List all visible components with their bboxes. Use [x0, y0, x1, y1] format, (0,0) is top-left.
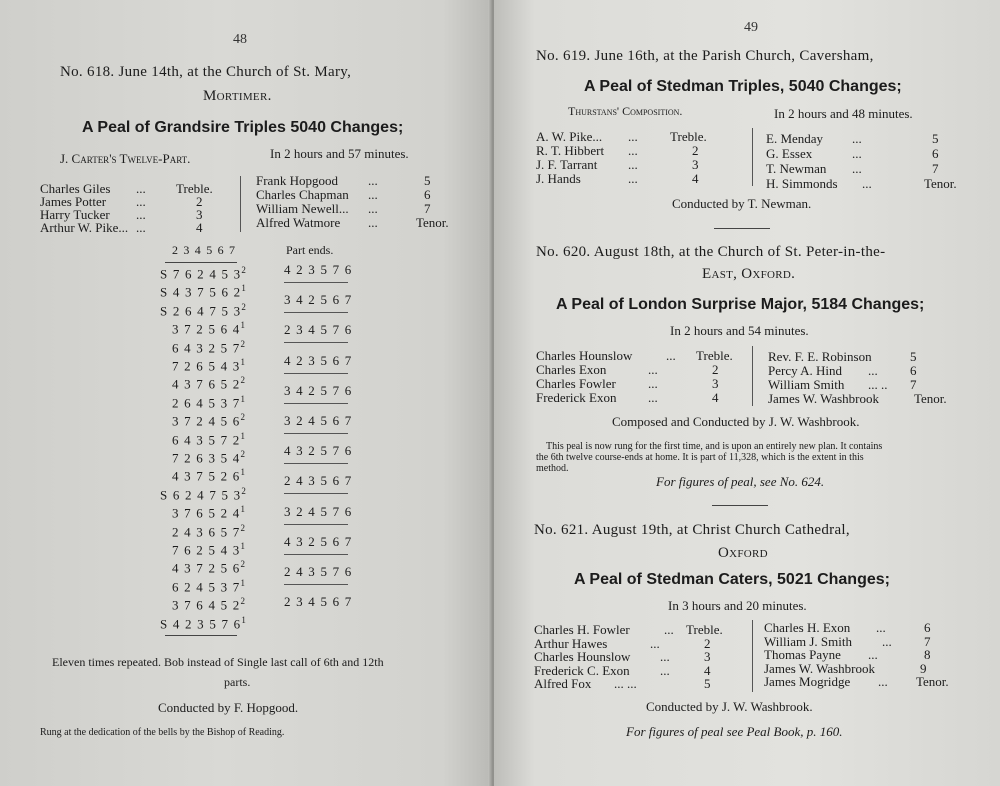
- ringers-left-list: [536, 349, 733, 405]
- part-end: 2 3 4 5 6 7: [284, 594, 353, 610]
- part-end-rule: [284, 312, 348, 313]
- method-row: [160, 486, 247, 503]
- ringer-bell: 2: [692, 143, 699, 158]
- method-row-text: S 2 6 4 7 5 3: [160, 303, 242, 319]
- ringer-bell: 4: [196, 220, 203, 235]
- method-row: [172, 320, 246, 337]
- ringer-name: Frederick Exon: [536, 390, 617, 405]
- part-end-rule: [284, 342, 348, 343]
- ringer-dots: ...: [868, 647, 878, 662]
- ringer-name: Alfred Fox: [534, 676, 592, 691]
- ringer-dots: ...: [368, 215, 378, 230]
- ringers-right-list: [766, 132, 957, 192]
- ringer-name: William J. Smith: [764, 633, 852, 649]
- ringer-name: Frederick C. Exon: [534, 662, 630, 678]
- peal-heading: No. 621. August 19th, at Christ Church Cathedral,: [534, 522, 850, 538]
- ringer-dots: ...: [136, 220, 146, 235]
- peal-heading: No. 620. August 18th, at the Church of St. Peter-in-the-: [536, 244, 886, 260]
- ringer-dots: ...: [862, 176, 872, 191]
- ringer-dots: ...: [852, 161, 862, 176]
- method-row-text: 7 2 6 3 5 4: [172, 450, 241, 466]
- ringer-dots: ...: [868, 363, 878, 378]
- ringer-dots: ...: [136, 194, 146, 209]
- method-row-call: 1: [240, 430, 247, 441]
- method-row: [172, 467, 246, 484]
- peal-title: A Peal of London Surprise Major, 5184 Changes;: [556, 296, 925, 313]
- ringer-name: Charles H. Exon: [764, 620, 851, 635]
- column-divider: [752, 620, 753, 692]
- ringer-bell: 4: [692, 171, 699, 186]
- method-row-text: 2 4 3 6 5 7: [172, 523, 241, 539]
- method-row: [172, 559, 246, 576]
- page-number: 49: [744, 20, 758, 35]
- peal-heading: No. 618. June 14th, at the Church of St. Mary,: [60, 64, 352, 80]
- ringer-bell: 4: [712, 390, 719, 405]
- method-row-text: 7 6 2 5 4 3: [172, 542, 241, 558]
- ringer-bell: 2: [196, 194, 203, 209]
- method-row-call: 1: [241, 283, 248, 294]
- ringer-bell: 6: [910, 363, 917, 378]
- part-end-rule: [284, 584, 348, 585]
- ringer-dots: ...: [648, 376, 658, 391]
- method-row-text: 7 2 6 5 4 3: [172, 358, 241, 374]
- ringer-dots: ...: [628, 143, 638, 158]
- ringer-name: Arthur Hawes: [534, 635, 608, 651]
- part-end-rule: [284, 493, 348, 494]
- duration: In 3 hours and 20 minutes.: [668, 598, 807, 613]
- method-row-text: 4 3 7 5 2 6: [172, 468, 241, 484]
- part-end: 2 4 3 5 6 7: [284, 473, 353, 489]
- method-row: [160, 302, 247, 319]
- ringer-dots: ...: [650, 635, 660, 651]
- method-row-call: 1: [240, 320, 247, 331]
- ringer-bell: 2: [704, 635, 711, 651]
- ringer-dots: ...: [664, 622, 674, 637]
- method-row-text: S 4 2 3 5 7 6: [160, 615, 242, 631]
- peal-note: This peal is now rung for the first time, and is upon an entirely new plan. It contains: [546, 441, 883, 452]
- method-row: [172, 431, 246, 448]
- ringer-dots: ...: [878, 674, 888, 689]
- method-row-text: 3 7 2 5 6 4: [172, 321, 241, 337]
- part-end: 4 2 3 5 6 7: [284, 352, 353, 368]
- rows-header-rule: [165, 262, 237, 263]
- part-end-rule: [284, 524, 348, 525]
- ringer-dots: ...: [628, 129, 638, 144]
- ringer-name: Percy A. Hind: [768, 363, 843, 378]
- method-row: [172, 504, 246, 521]
- method-row-call: 2: [240, 559, 247, 570]
- ringer-bell: 2: [712, 362, 719, 377]
- ringer-bell: 3: [692, 157, 699, 172]
- column-divider: [752, 128, 753, 186]
- repeat-note-cont: parts.: [224, 675, 251, 689]
- ringers-left-list: [534, 623, 723, 691]
- ringer-bell: Tenor.: [916, 674, 949, 689]
- peal-note: method.: [536, 463, 569, 474]
- ringer-dots: ...: [648, 390, 658, 405]
- method-row-text: 6 4 3 5 7 2: [172, 431, 241, 447]
- part-end-rule: [284, 373, 348, 374]
- ringer-dots: ...: [628, 171, 638, 186]
- ringer-bell: 7: [424, 201, 431, 216]
- method-row-call: 1: [240, 504, 247, 515]
- method-row: [172, 394, 246, 411]
- ringer-name: Frank Hopgood: [256, 173, 338, 188]
- ringer-bell: 9: [920, 660, 927, 676]
- ringer-dots: ... ..: [868, 377, 888, 392]
- ringer-name: Charles Fowler: [536, 376, 616, 391]
- ringer-bell: 5: [932, 131, 939, 146]
- peal-heading: No. 619. June 16th, at the Parish Church, Caversham,: [536, 48, 874, 64]
- ringer-bell: Treble.: [176, 181, 213, 196]
- ringers-right-list: [256, 174, 449, 230]
- ringer-name: H. Simmonds: [766, 176, 838, 191]
- method-row-call: 1: [241, 614, 248, 625]
- method-row-call: 1: [240, 357, 247, 367]
- method-row: [172, 357, 246, 374]
- ringer-dots: ...: [368, 187, 378, 202]
- ringers-right-list: [764, 621, 949, 689]
- method-row: [160, 283, 247, 300]
- ringer-name: Charles Hounslow: [536, 348, 633, 363]
- method-row-call: 2: [240, 375, 247, 386]
- method-row-text: S 4 3 7 5 6 2: [160, 284, 242, 300]
- ringer-bell: 7: [924, 633, 931, 649]
- ringer-name: James Mogridge: [764, 674, 851, 689]
- method-row-text: 2 6 4 5 3 7: [172, 395, 241, 411]
- ringer-bell: 7: [932, 161, 939, 176]
- ringer-name: Rev. F. E. Robinson: [768, 349, 872, 364]
- method-row-call: 2: [240, 412, 247, 423]
- part-end: 4 2 3 5 7 6: [284, 262, 353, 277]
- ringer-bell: 5: [704, 676, 711, 691]
- ringer-dots: ...: [852, 131, 862, 146]
- part-end: 2 3 4 5 7 6: [284, 322, 353, 338]
- method-row-call: 2: [241, 301, 248, 312]
- part-end-rule: [284, 403, 348, 404]
- ringer-bell: 7: [910, 377, 917, 392]
- ringer-dots: ... ...: [614, 676, 637, 691]
- peal-title: A Peal of Stedman Triples, 5040 Changes;: [584, 78, 902, 95]
- ringer-dots: ...: [136, 181, 146, 196]
- ringer-name: J. F. Tarrant: [536, 157, 598, 172]
- rows-header: 2 3 4 5 6 7: [172, 243, 237, 257]
- method-row: [172, 541, 246, 558]
- ringer-dots: ...: [666, 348, 676, 363]
- method-row-call: 2: [241, 265, 248, 275]
- conducted-by: Conducted by F. Hopgood.: [158, 700, 299, 715]
- figures-reference: For figures of peal see Peal Book, p. 160.: [626, 724, 843, 739]
- method-row: [172, 412, 246, 429]
- ringer-bell: 6: [924, 620, 931, 635]
- composed-by: Composed and Conducted by J. W. Washbrook.: [612, 414, 860, 429]
- part-end: 4 3 2 5 6 7: [284, 533, 353, 549]
- method-row: [172, 449, 246, 466]
- ringer-name: Charles H. Fowler: [534, 622, 630, 637]
- ringer-name: Alfred Watmore: [256, 215, 341, 230]
- method-row-text: S 6 2 4 7 5 3: [160, 487, 242, 503]
- ringer-name: Charles Giles: [40, 181, 111, 196]
- method-row-call: 2: [240, 596, 247, 607]
- ringer-name: Thomas Payne: [764, 647, 841, 662]
- ringer-bell: Tenor.: [914, 391, 947, 406]
- ringer-name: William Smith: [768, 377, 845, 392]
- ringer-bell: Treble.: [670, 129, 707, 144]
- part-end-rule: [284, 433, 348, 434]
- ringer-name: Charles Exon: [536, 362, 607, 377]
- method-row-text: 3 7 6 4 5 2: [172, 597, 241, 613]
- method-row-call: 2: [240, 449, 247, 459]
- ringer-dots: ...: [852, 146, 862, 161]
- ringer-bell: 5: [910, 349, 917, 364]
- conducted-by: Conducted by J. W. Washbrook.: [646, 699, 813, 714]
- duration: In 2 hours and 48 minutes.: [774, 106, 913, 121]
- page-number: 48: [233, 32, 247, 47]
- part-end-rule: [284, 282, 348, 283]
- ringer-bell: 3: [704, 649, 711, 664]
- ringer-dots: ...: [648, 362, 658, 377]
- ringers-left-list: [40, 182, 213, 234]
- ringer-name: William Newell...: [256, 201, 349, 216]
- footnote: Rung at the dedication of the bells by the Bishop of Reading.: [40, 727, 285, 738]
- ringer-dots: ...: [876, 620, 886, 635]
- ringer-bell: 6: [424, 187, 431, 202]
- method-row-call: 2: [241, 485, 248, 496]
- ringer-name: James Potter: [40, 194, 107, 209]
- ringer-dots: ...: [368, 201, 378, 216]
- repeat-note: Eleven times repeated. Bob instead of Single last call of 6th and 12th: [52, 655, 384, 669]
- ringer-bell: Tenor.: [924, 176, 957, 191]
- section-rule: [712, 505, 768, 506]
- part-end: 4 3 2 5 7 6: [284, 443, 353, 459]
- ringer-dots: ...: [660, 649, 670, 664]
- method-row-text: 4 3 7 2 5 6: [172, 560, 241, 576]
- duration: In 2 hours and 54 minutes.: [670, 323, 809, 338]
- ringers-right-list: [768, 350, 947, 406]
- ringer-name: James W. Washbrook: [764, 660, 876, 676]
- ringer-bell: 8: [924, 647, 931, 662]
- rows-footer-rule: [165, 635, 237, 636]
- ringer-name: E. Menday: [766, 131, 824, 146]
- ringer-bell: Treble.: [696, 348, 733, 363]
- method-row: [172, 596, 246, 613]
- ringer-bell: 3: [196, 207, 203, 222]
- part-end: 3 2 4 5 7 6: [284, 503, 353, 519]
- ringer-name: A. W. Pike...: [536, 129, 603, 144]
- ringer-name: G. Essex: [766, 146, 813, 161]
- method-row: [160, 615, 247, 632]
- duration: In 2 hours and 57 minutes.: [270, 146, 409, 161]
- left-page: [0, 0, 492, 786]
- ringer-name: Charles Chapman: [256, 187, 349, 202]
- method-row-text: 6 2 4 5 3 7: [172, 579, 241, 595]
- method-row-call: 1: [240, 393, 247, 404]
- figures-reference: For figures of peal, see No. 624.: [656, 474, 825, 489]
- ringer-name: Harry Tucker: [40, 207, 110, 222]
- ringer-dots: ...: [368, 173, 378, 188]
- composition-label: J. Carter's Twelve-Part.: [60, 151, 191, 166]
- ringer-name: Arthur W. Pike...: [40, 220, 129, 235]
- part-end: 2 4 3 5 7 6: [284, 564, 353, 579]
- method-row: [172, 339, 246, 356]
- method-row-text: 4 3 7 6 5 2: [172, 376, 241, 392]
- ringer-bell: 6: [932, 146, 939, 161]
- method-row-text: 3 7 6 5 2 4: [172, 505, 241, 521]
- section-rule: [714, 228, 770, 229]
- method-row-call: 2: [240, 522, 247, 533]
- method-row: [172, 375, 246, 392]
- column-divider: [240, 176, 241, 232]
- peal-heading-cont: Oxford: [718, 545, 768, 561]
- part-end-rule: [284, 554, 348, 555]
- peal-note: the 6th twelve course-ends at home. It is part of 11,328, which is the extent in this: [536, 452, 864, 463]
- part-end-rule: [284, 463, 348, 464]
- ringer-dots: ...: [628, 157, 638, 172]
- method-row-text: S 7 6 2 4 5 3: [160, 266, 242, 282]
- peal-title: A Peal of Stedman Caters, 5021 Changes;: [574, 571, 890, 588]
- ringer-name: J. Hands: [536, 171, 581, 186]
- method-row: [172, 523, 246, 540]
- ringer-name: R. T. Hibbert: [536, 143, 605, 158]
- composition-label: Thurstans' Composition.: [568, 104, 683, 118]
- conducted-by: Conducted by T. Newman.: [672, 196, 812, 211]
- ringer-bell: 3: [712, 376, 719, 391]
- ringer-dots: ...: [882, 633, 892, 649]
- method-row-text: 6 4 3 2 5 7: [172, 339, 241, 355]
- part-ends-header: Part ends.: [286, 243, 334, 257]
- ringer-name: T. Newman: [766, 161, 827, 176]
- ringer-dots: ...: [660, 662, 670, 678]
- part-end: 3 2 4 5 6 7: [284, 413, 353, 428]
- method-row: [172, 578, 246, 595]
- part-end: 3 4 2 5 6 7: [284, 292, 353, 308]
- peal-heading-cont: Mortimer.: [203, 88, 272, 104]
- peal-heading-cont: East, Oxford.: [702, 266, 796, 282]
- method-row-call: 1: [240, 577, 247, 588]
- ringer-bell: Treble.: [686, 622, 723, 637]
- ringers-left-list: [536, 130, 707, 186]
- ringer-bell: 5: [424, 173, 431, 188]
- column-divider: [752, 346, 753, 406]
- ringer-bell: Tenor.: [416, 215, 449, 230]
- method-row-call: 2: [240, 338, 247, 349]
- ringer-name: Charles Hounslow: [534, 649, 631, 664]
- right-page: [494, 0, 1000, 786]
- peal-title: A Peal of Grandsire Triples 5040 Changes;: [82, 119, 404, 136]
- ringer-dots: ...: [136, 207, 146, 222]
- part-end: 3 4 2 5 7 6: [284, 382, 353, 398]
- method-row-text: 3 7 2 4 5 6: [172, 413, 241, 429]
- ringer-name: James W. Washbrook: [768, 391, 880, 406]
- method-row-call: 1: [240, 541, 247, 551]
- ringer-bell: 4: [704, 662, 711, 678]
- method-row: [160, 265, 247, 282]
- method-row-call: 1: [240, 467, 247, 478]
